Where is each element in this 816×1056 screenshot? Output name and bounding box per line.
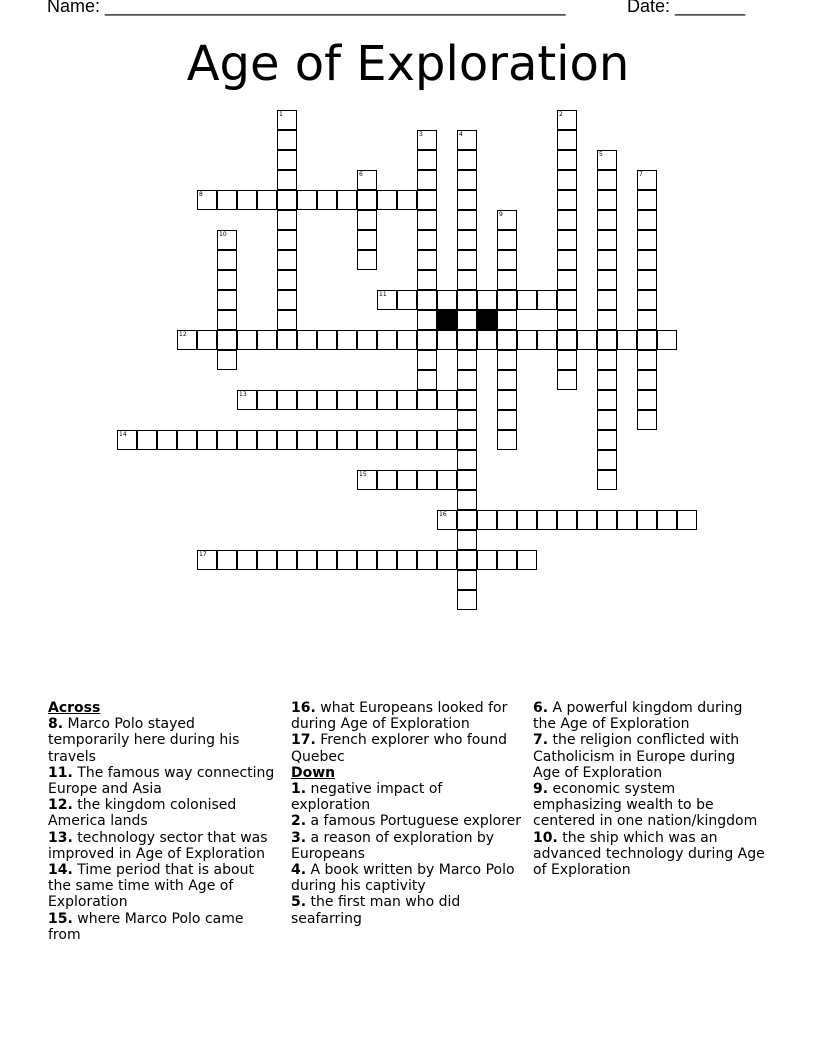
grid-cell[interactable] [637, 310, 657, 330]
grid-cell-start-17[interactable] [197, 550, 217, 570]
grid-cell[interactable] [597, 270, 617, 290]
grid-cell[interactable] [357, 550, 377, 570]
grid-cell[interactable] [457, 390, 477, 410]
grid-cell[interactable] [457, 330, 477, 350]
grid-cell[interactable] [497, 510, 517, 530]
grid-cell[interactable] [457, 290, 477, 310]
grid-cell[interactable] [397, 550, 417, 570]
grid-cell[interactable] [257, 550, 277, 570]
grid-cell[interactable] [217, 270, 237, 290]
grid-cell[interactable] [637, 330, 657, 350]
grid-cell[interactable] [417, 150, 437, 170]
grid-cell[interactable] [417, 190, 437, 210]
grid-cell[interactable] [217, 310, 237, 330]
grid-cell[interactable] [497, 550, 517, 570]
clue-number: 3 [419, 131, 423, 138]
clue-number: 10 [219, 231, 227, 238]
clue-across-16: 16. what Europeans looked for during Age of Exploration [291, 700, 508, 733]
grid-cell[interactable] [357, 250, 377, 270]
grid-cell[interactable] [417, 170, 437, 190]
grid-cell[interactable] [417, 270, 437, 290]
clue-down-6: 6. A powerful kingdom during the Age of Exploration [533, 700, 743, 733]
grid-cell[interactable] [257, 190, 277, 210]
grid-cell[interactable] [617, 330, 637, 350]
grid-cell[interactable] [677, 510, 697, 530]
grid-cell[interactable] [237, 190, 257, 210]
grid-cell-start-5[interactable] [597, 150, 617, 170]
grid-cell[interactable] [277, 330, 297, 350]
clue-down-9: 9. economic system emphasizing wealth to be centered in one nation/kingdom [533, 781, 758, 830]
grid-cell[interactable] [497, 250, 517, 270]
grid-cell[interactable] [637, 510, 657, 530]
grid-cell[interactable] [277, 430, 297, 450]
grid-cell[interactable] [597, 370, 617, 390]
grid-cell[interactable] [297, 550, 317, 570]
grid-cell[interactable] [477, 290, 497, 310]
grid-cell[interactable] [637, 250, 657, 270]
clue-number: 9 [499, 211, 503, 218]
grid-cell[interactable] [637, 390, 657, 410]
clue-down-10: 10. the ship which was an advanced technology during Age of Exploration [533, 829, 765, 879]
grid-cell[interactable] [497, 270, 517, 290]
grid-cell[interactable] [477, 330, 497, 350]
grid-cell[interactable] [657, 510, 677, 530]
grid-cell[interactable] [417, 210, 437, 230]
black-square [477, 310, 497, 330]
grid-cell[interactable] [297, 190, 317, 210]
grid-cell[interactable] [397, 190, 417, 210]
grid-cell[interactable] [377, 550, 397, 570]
grid-cell[interactable] [417, 430, 437, 450]
clue-number: 15 [359, 471, 367, 478]
grid-cell[interactable] [577, 510, 597, 530]
grid-cell[interactable] [217, 430, 237, 450]
grid-cell[interactable] [617, 510, 637, 530]
grid-cell[interactable] [457, 250, 477, 270]
grid-cell-start-14[interactable] [117, 430, 137, 450]
grid-cell-start-9[interactable] [497, 210, 517, 230]
grid-cell[interactable] [497, 350, 517, 370]
grid-cell[interactable] [457, 490, 477, 510]
grid-cell[interactable] [597, 450, 617, 470]
grid-cell[interactable] [277, 130, 297, 150]
grid-cell-start-13[interactable] [237, 390, 257, 410]
grid-cell[interactable] [257, 390, 277, 410]
grid-cell[interactable] [357, 210, 377, 230]
grid-cell[interactable] [497, 290, 517, 310]
grid-cell[interactable] [517, 330, 537, 350]
grid-cell[interactable] [597, 210, 617, 230]
grid-cell[interactable] [337, 550, 357, 570]
grid-cell[interactable] [377, 470, 397, 490]
grid-cell[interactable] [477, 550, 497, 570]
name-field: Name: ______________________________________________ [47, 0, 566, 16]
grid-cell[interactable] [457, 430, 477, 450]
grid-cell[interactable] [557, 190, 577, 210]
grid-cell[interactable] [457, 530, 477, 550]
grid-cell[interactable] [197, 330, 217, 350]
grid-cell[interactable] [317, 190, 337, 210]
grid-cell[interactable] [377, 330, 397, 350]
grid-cell[interactable] [597, 290, 617, 310]
clue-number: 5 [599, 151, 603, 158]
grid-cell[interactable] [637, 290, 657, 310]
grid-cell[interactable] [437, 290, 457, 310]
clue-number: 16 [439, 511, 447, 518]
grid-cell[interactable] [417, 230, 437, 250]
grid-cell-start-4[interactable] [457, 130, 477, 150]
grid-cell[interactable] [357, 230, 377, 250]
grid-cell[interactable] [497, 330, 517, 350]
grid-cell[interactable] [637, 370, 657, 390]
grid-cell[interactable] [457, 350, 477, 370]
clue-across-14: 14. Time period that is about the same time with Age of Exploration [48, 862, 254, 911]
grid-cell[interactable] [277, 290, 297, 310]
grid-cell[interactable] [557, 370, 577, 390]
grid-cell[interactable] [597, 310, 617, 330]
grid-cell[interactable] [217, 330, 237, 350]
grid-cell[interactable] [397, 390, 417, 410]
grid-cell[interactable] [437, 470, 457, 490]
grid-cell[interactable] [597, 470, 617, 490]
grid-cell[interactable] [597, 350, 617, 370]
grid-cell-start-10[interactable] [217, 230, 237, 250]
grid-cell[interactable] [577, 330, 597, 350]
grid-cell[interactable] [197, 430, 217, 450]
grid-cell[interactable] [397, 430, 417, 450]
grid-cell[interactable] [357, 390, 377, 410]
grid-cell[interactable] [417, 550, 437, 570]
clue-down-3: 3. a reason of exploration by Europeans [291, 829, 495, 862]
grid-cell[interactable] [357, 430, 377, 450]
grid-cell[interactable] [597, 330, 617, 350]
grid-cell[interactable] [557, 290, 577, 310]
grid-cell[interactable] [237, 330, 257, 350]
clue-number: 13 [239, 391, 247, 398]
grid-cell[interactable] [277, 250, 297, 270]
grid-cell[interactable] [217, 290, 237, 310]
clue-down-2: 2. a famous Portuguese explorer [291, 813, 522, 830]
grid-cell[interactable] [417, 470, 437, 490]
grid-cell[interactable] [437, 330, 457, 350]
grid-cell[interactable] [597, 250, 617, 270]
grid-cell[interactable] [637, 410, 657, 430]
grid-cell-start-11[interactable] [377, 290, 397, 310]
grid-cell[interactable] [497, 230, 517, 250]
grid-cell[interactable] [217, 550, 237, 570]
grid-cell[interactable] [497, 310, 517, 330]
clue-number: 8 [199, 191, 203, 198]
clue-number: 1 [279, 111, 283, 118]
grid-cell-start-7[interactable] [637, 170, 657, 190]
grid-cell[interactable] [457, 230, 477, 250]
grid-cell[interactable] [637, 210, 657, 230]
grid-cell[interactable] [457, 590, 477, 610]
grid-cell[interactable] [557, 130, 577, 150]
grid-cell[interactable] [457, 210, 477, 230]
grid-cell[interactable] [217, 350, 237, 370]
grid-cell[interactable] [457, 410, 477, 430]
grid-cell[interactable] [277, 190, 297, 210]
grid-cell[interactable] [557, 350, 577, 370]
across-heading: Across [48, 700, 101, 716]
grid-cell[interactable] [557, 210, 577, 230]
grid-cell[interactable] [337, 330, 357, 350]
grid-cell[interactable] [357, 330, 377, 350]
grid-cell[interactable] [397, 470, 417, 490]
grid-cell[interactable] [137, 430, 157, 450]
grid-cell[interactable] [537, 290, 557, 310]
grid-cell[interactable] [237, 430, 257, 450]
grid-cell[interactable] [497, 430, 517, 450]
grid-cell-start-16[interactable] [437, 510, 457, 530]
grid-cell[interactable] [457, 510, 477, 530]
grid-cell[interactable] [557, 170, 577, 190]
grid-cell[interactable] [437, 550, 457, 570]
grid-cell[interactable] [517, 290, 537, 310]
page-title: Age of Exploration [186, 36, 630, 92]
grid-cell-start-8[interactable] [197, 190, 217, 210]
grid-cell[interactable] [337, 390, 357, 410]
grid-cell[interactable] [557, 150, 577, 170]
grid-cell[interactable] [337, 430, 357, 450]
grid-cell[interactable] [517, 510, 537, 530]
grid-cell[interactable] [377, 390, 397, 410]
date-field: Date: _______ [627, 0, 746, 16]
grid-cell[interactable] [597, 230, 617, 250]
clue-across-11: 11. The famous way connecting Europe and Asia [48, 764, 275, 798]
grid-cell[interactable] [297, 430, 317, 450]
grid-cell[interactable] [317, 330, 337, 350]
grid-cell[interactable] [457, 270, 477, 290]
grid-cell[interactable] [557, 310, 577, 330]
grid-cell[interactable] [457, 570, 477, 590]
grid-cell[interactable] [457, 550, 477, 570]
clue-number: 17 [199, 551, 207, 558]
clue-number: 11 [379, 291, 387, 298]
grid-cell[interactable] [257, 430, 277, 450]
grid-cell-start-6[interactable] [357, 170, 377, 190]
grid-cell[interactable] [457, 370, 477, 390]
grid-cell[interactable] [297, 330, 317, 350]
grid-cell[interactable] [597, 410, 617, 430]
grid-cell[interactable] [237, 550, 257, 570]
grid-cell[interactable] [497, 410, 517, 430]
down-heading: Down [291, 764, 336, 781]
grid-cell[interactable] [497, 390, 517, 410]
grid-cell[interactable] [457, 450, 477, 470]
grid-cell[interactable] [397, 290, 417, 310]
grid-cell[interactable] [417, 350, 437, 370]
clue-number: 2 [559, 111, 563, 118]
clue-number: 12 [179, 331, 187, 338]
grid-cell[interactable] [417, 370, 437, 390]
grid-cell[interactable] [277, 390, 297, 410]
grid-cell[interactable] [277, 230, 297, 250]
grid-cell[interactable] [597, 510, 617, 530]
grid-cell-start-2[interactable] [557, 110, 577, 130]
black-square [437, 310, 457, 330]
grid-cell[interactable] [537, 510, 557, 530]
grid-cell-start-12[interactable] [177, 330, 197, 350]
grid-cell[interactable] [217, 190, 237, 210]
grid-cell-start-15[interactable] [357, 470, 377, 490]
clue-down-5: 5. the first man who did seafarring [291, 894, 461, 927]
grid-cell[interactable] [457, 190, 477, 210]
clues-column-1 [48, 700, 280, 943]
clue-number: 7 [639, 171, 643, 178]
clue-number: 14 [119, 431, 127, 438]
grid-cell[interactable] [417, 290, 437, 310]
grid-cell[interactable] [277, 310, 297, 330]
grid-cell[interactable] [317, 390, 337, 410]
grid-cell-start-3[interactable] [417, 130, 437, 150]
clue-across-8: 8. Marco Polo stayed temporarily here during his travels [48, 716, 240, 765]
grid-cell[interactable] [637, 230, 657, 250]
grid-cell[interactable] [157, 430, 177, 450]
grid-cell[interactable] [377, 190, 397, 210]
grid-cell[interactable] [457, 150, 477, 170]
grid-cell[interactable] [557, 510, 577, 530]
grid-cell[interactable] [417, 390, 437, 410]
grid-cell[interactable] [557, 250, 577, 270]
clue-down-1: 1. negative impact of exploration [291, 781, 443, 814]
grid-cell[interactable] [597, 170, 617, 190]
clue-down-7: 7. the religion conflicted with Catholicism in Europe during Age of Exploration [533, 732, 740, 781]
clue-across-17: 17. French explorer who found Quebec [291, 732, 507, 765]
grid-cell[interactable] [417, 330, 437, 350]
grid-cell[interactable] [417, 250, 437, 270]
grid-cell[interactable] [557, 230, 577, 250]
clue-number: 6 [359, 171, 363, 178]
clue-across-15: 15. where Marco Polo came from [48, 910, 244, 943]
grid-cell[interactable] [377, 430, 397, 450]
grid-cell[interactable] [337, 190, 357, 210]
grid-cell[interactable] [557, 330, 577, 350]
grid-cell[interactable] [217, 250, 237, 270]
grid-cell[interactable] [597, 190, 617, 210]
grid-cell[interactable] [597, 390, 617, 410]
grid-cell[interactable] [417, 310, 437, 330]
clues-column-3 [533, 700, 765, 878]
clue-down-4: 4. A book written by Marco Polo during his captivity [291, 862, 515, 895]
grid-cell[interactable] [257, 330, 277, 350]
grid-cell[interactable] [277, 270, 297, 290]
grid-cell[interactable] [277, 170, 297, 190]
clue-across-12: 12. the kingdom colonised America lands [48, 797, 237, 830]
grid-cell[interactable] [277, 210, 297, 230]
grid-cell[interactable] [497, 370, 517, 390]
grid-cell[interactable] [457, 310, 477, 330]
clue-across-13: 13. technology sector that was improved in Age of Exploration [48, 829, 268, 862]
grid-cell[interactable] [317, 430, 337, 450]
grid-cell[interactable] [437, 430, 457, 450]
grid-cell[interactable] [657, 330, 677, 350]
grid-cell[interactable] [277, 550, 297, 570]
grid-cell[interactable] [637, 350, 657, 370]
grid-cell[interactable] [637, 190, 657, 210]
clues-column-2 [291, 700, 523, 927]
grid-cell[interactable] [537, 330, 557, 350]
grid-cell[interactable] [397, 330, 417, 350]
grid-cell[interactable] [317, 550, 337, 570]
grid-cell[interactable] [457, 470, 477, 490]
grid-cell[interactable] [597, 430, 617, 450]
grid-cell[interactable] [477, 510, 497, 530]
grid-cell[interactable] [437, 390, 457, 410]
grid-cell[interactable] [517, 550, 537, 570]
grid-cell-start-1[interactable] [277, 110, 297, 130]
grid-cell[interactable] [277, 150, 297, 170]
grid-cell[interactable] [297, 390, 317, 410]
grid-cell[interactable] [177, 430, 197, 450]
grid-cell[interactable] [557, 270, 577, 290]
clue-number: 4 [459, 131, 463, 138]
grid-cell[interactable] [457, 170, 477, 190]
grid-cell[interactable] [637, 270, 657, 290]
grid-cell[interactable] [357, 190, 377, 210]
